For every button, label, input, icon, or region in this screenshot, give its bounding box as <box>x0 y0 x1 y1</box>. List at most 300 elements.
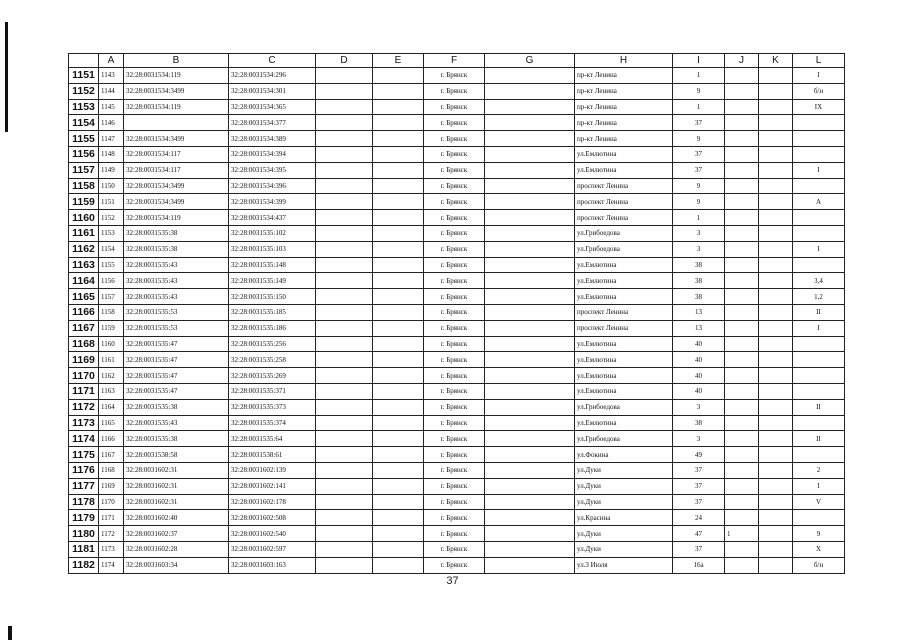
cell-g <box>485 241 575 257</box>
table-row <box>69 241 845 257</box>
table-row <box>69 115 845 131</box>
cell-g <box>485 526 575 542</box>
cell-h: проспект Ленина <box>575 178 673 194</box>
column-header-l: L <box>793 54 845 68</box>
cell-j <box>725 178 759 194</box>
cell-h: ул.Емлютина <box>575 383 673 399</box>
cell-a: 1168 <box>99 462 124 478</box>
cell-f: г. Брянск <box>424 320 485 336</box>
scan-mark <box>8 626 12 640</box>
cell-k <box>759 99 793 115</box>
cell-f: г. Брянск <box>424 510 485 526</box>
cell-c: 32:28:0031535:64 <box>229 431 316 447</box>
cell-e <box>373 194 424 210</box>
row-number: 1162 <box>69 241 99 257</box>
scan-mark <box>5 22 8 132</box>
cell-d <box>316 194 373 210</box>
row-number: 1152 <box>69 83 99 99</box>
cell-g <box>485 399 575 415</box>
cell-k <box>759 510 793 526</box>
cell-i: 37 <box>673 541 725 557</box>
cell-d <box>316 478 373 494</box>
cell-b: 32:28:0031534:119 <box>124 68 229 84</box>
cell-b: 32:28:0031534:3499 <box>124 131 229 147</box>
cell-e <box>373 273 424 289</box>
cell-k <box>759 399 793 415</box>
cell-f: г. Брянск <box>424 494 485 510</box>
cell-h: ул.Дуки <box>575 494 673 510</box>
cell-i: 3 <box>673 225 725 241</box>
cell-j <box>725 68 759 84</box>
cell-g <box>485 178 575 194</box>
cell-h: ул.Емлютина <box>575 352 673 368</box>
cell-e <box>373 162 424 178</box>
cell-e <box>373 131 424 147</box>
cell-f: г. Брянск <box>424 415 485 431</box>
cell-h: пр-кт Ленина <box>575 131 673 147</box>
cell-i: 1 <box>673 210 725 226</box>
row-number: 1151 <box>69 68 99 84</box>
cell-h: пр-кт Ленина <box>575 68 673 84</box>
table-row <box>69 352 845 368</box>
table-row <box>69 178 845 194</box>
cell-i: 9 <box>673 178 725 194</box>
cell-c: 32:28:0031534:301 <box>229 83 316 99</box>
row-number: 1179 <box>69 510 99 526</box>
table-row <box>69 210 845 226</box>
cell-i: 3 <box>673 431 725 447</box>
cell-g <box>485 257 575 273</box>
cell-l: I <box>793 320 845 336</box>
cell-k <box>759 320 793 336</box>
cell-j <box>725 241 759 257</box>
table-row <box>69 131 845 147</box>
cell-h: ул.Грибоедова <box>575 431 673 447</box>
cell-d <box>316 99 373 115</box>
cell-c: 32:28:0031602:597 <box>229 541 316 557</box>
column-header-h: H <box>575 54 673 68</box>
cell-c: 32:28:0031534:399 <box>229 194 316 210</box>
cell-a: 1156 <box>99 273 124 289</box>
cell-l <box>793 352 845 368</box>
column-header-d: D <box>316 54 373 68</box>
cell-g <box>485 336 575 352</box>
cell-e <box>373 494 424 510</box>
cell-f: г. Брянск <box>424 289 485 305</box>
cell-e <box>373 383 424 399</box>
cell-j <box>725 83 759 99</box>
cell-h: проспект Ленина <box>575 304 673 320</box>
cell-e <box>373 241 424 257</box>
cell-l: II <box>793 304 845 320</box>
register-table <box>68 53 845 574</box>
cell-d <box>316 225 373 241</box>
cell-c: 32:28:0031538:61 <box>229 447 316 463</box>
row-number: 1171 <box>69 383 99 399</box>
cell-i: 24 <box>673 510 725 526</box>
cell-c: 32:28:0031535:371 <box>229 383 316 399</box>
cell-j <box>725 399 759 415</box>
column-header-f: F <box>424 54 485 68</box>
cell-j <box>725 352 759 368</box>
cell-j <box>725 210 759 226</box>
cell-k <box>759 273 793 289</box>
cell-f: г. Брянск <box>424 478 485 494</box>
cell-j <box>725 115 759 131</box>
cell-d <box>316 399 373 415</box>
cell-d <box>316 146 373 162</box>
column-header-b: B <box>124 54 229 68</box>
cell-j <box>725 383 759 399</box>
cell-i: 13 <box>673 320 725 336</box>
cell-b: 32:28:0031602:40 <box>124 510 229 526</box>
cell-b: 32:28:0031602:31 <box>124 462 229 478</box>
cell-d <box>316 241 373 257</box>
cell-f: г. Брянск <box>424 368 485 384</box>
cell-b: 32:28:0031534:3499 <box>124 83 229 99</box>
cell-j <box>725 225 759 241</box>
cell-g <box>485 320 575 336</box>
cell-f: г. Брянск <box>424 541 485 557</box>
row-number: 1165 <box>69 289 99 305</box>
cell-d <box>316 526 373 542</box>
cell-a: 1174 <box>99 557 124 573</box>
cell-f: г. Брянск <box>424 162 485 178</box>
cell-h: ул.Фокина <box>575 447 673 463</box>
cell-e <box>373 399 424 415</box>
cell-h: пр-кт Ленина <box>575 115 673 131</box>
row-number: 1155 <box>69 131 99 147</box>
cell-c: 32:28:0031535:256 <box>229 336 316 352</box>
table-row <box>69 99 845 115</box>
cell-g <box>485 462 575 478</box>
cell-a: 1152 <box>99 210 124 226</box>
row-number: 1166 <box>69 304 99 320</box>
cell-i: 37 <box>673 494 725 510</box>
cell-d <box>316 557 373 573</box>
cell-b: 32:28:0031535:47 <box>124 368 229 384</box>
cell-i: 38 <box>673 289 725 305</box>
cell-b: 32:28:0031534:117 <box>124 146 229 162</box>
cell-i: 40 <box>673 383 725 399</box>
cell-k <box>759 241 793 257</box>
cell-k <box>759 541 793 557</box>
cell-e <box>373 210 424 226</box>
row-number: 1180 <box>69 526 99 542</box>
cell-e <box>373 68 424 84</box>
column-header-row <box>69 54 845 68</box>
cell-l: I <box>793 478 845 494</box>
row-number: 1181 <box>69 541 99 557</box>
table-row <box>69 557 845 573</box>
cell-e <box>373 257 424 273</box>
cell-b: 32:28:0031535:53 <box>124 304 229 320</box>
cell-i: 49 <box>673 447 725 463</box>
cell-a: 1172 <box>99 526 124 542</box>
table-row <box>69 399 845 415</box>
cell-f: г. Брянск <box>424 383 485 399</box>
cell-l: 2 <box>793 462 845 478</box>
cell-e <box>373 99 424 115</box>
cell-j <box>725 273 759 289</box>
cell-i: 3 <box>673 399 725 415</box>
cell-l <box>793 510 845 526</box>
cell-b: 32:28:0031535:43 <box>124 415 229 431</box>
cell-d <box>316 115 373 131</box>
cell-g <box>485 447 575 463</box>
cell-l: б/н <box>793 557 845 573</box>
row-number: 1169 <box>69 352 99 368</box>
cell-f: г. Брянск <box>424 178 485 194</box>
row-number: 1168 <box>69 336 99 352</box>
cell-f: г. Брянск <box>424 146 485 162</box>
cell-f: г. Брянск <box>424 194 485 210</box>
cell-g <box>485 194 575 210</box>
cell-l <box>793 225 845 241</box>
cell-l: I <box>793 162 845 178</box>
cell-c: 32:28:0031535:269 <box>229 368 316 384</box>
cell-h: ул.3 Июля <box>575 557 673 573</box>
table-row <box>69 83 845 99</box>
cell-e <box>373 447 424 463</box>
cell-g <box>485 557 575 573</box>
row-number: 1167 <box>69 320 99 336</box>
cell-g <box>485 415 575 431</box>
cell-e <box>373 320 424 336</box>
cell-b: 32:28:0031535:43 <box>124 289 229 305</box>
table-row <box>69 304 845 320</box>
cell-e <box>373 431 424 447</box>
table-row <box>69 494 845 510</box>
table-row <box>69 289 845 305</box>
cell-e <box>373 115 424 131</box>
cell-k <box>759 178 793 194</box>
cell-d <box>316 415 373 431</box>
cell-e <box>373 289 424 305</box>
cell-h: ул.Дуки <box>575 462 673 478</box>
cell-h: ул.Емлютина <box>575 289 673 305</box>
cell-e <box>373 415 424 431</box>
cell-a: 1173 <box>99 541 124 557</box>
cell-f: г. Брянск <box>424 526 485 542</box>
table-row <box>69 447 845 463</box>
cell-l: А <box>793 194 845 210</box>
cell-h: ул.Емлютина <box>575 162 673 178</box>
cell-l: 3,4 <box>793 273 845 289</box>
cell-f: г. Брянск <box>424 304 485 320</box>
cell-h: ул.Дуки <box>575 478 673 494</box>
cell-l <box>793 415 845 431</box>
cell-k <box>759 115 793 131</box>
cell-i: 38 <box>673 273 725 289</box>
cell-d <box>316 257 373 273</box>
cell-a: 1167 <box>99 447 124 463</box>
cell-k <box>759 257 793 273</box>
cell-c: 32:28:0031535:186 <box>229 320 316 336</box>
cell-a: 1143 <box>99 68 124 84</box>
cell-g <box>485 210 575 226</box>
cell-j <box>725 162 759 178</box>
cell-d <box>316 210 373 226</box>
cell-g <box>485 541 575 557</box>
cell-g <box>485 68 575 84</box>
cell-e <box>373 462 424 478</box>
cell-h: проспект Ленина <box>575 320 673 336</box>
row-number: 1174 <box>69 431 99 447</box>
row-number: 1161 <box>69 225 99 241</box>
cell-a: 1166 <box>99 431 124 447</box>
cell-b: 32:28:0031534:119 <box>124 210 229 226</box>
cell-d <box>316 431 373 447</box>
table-row <box>69 431 845 447</box>
cell-a: 1154 <box>99 241 124 257</box>
cell-a: 1150 <box>99 178 124 194</box>
cell-h: ул.Грибоедова <box>575 225 673 241</box>
cell-d <box>316 83 373 99</box>
cell-a: 1145 <box>99 99 124 115</box>
cell-g <box>485 162 575 178</box>
cell-b: 32:28:0031534:3499 <box>124 194 229 210</box>
cell-f: г. Брянск <box>424 131 485 147</box>
cell-d <box>316 178 373 194</box>
cell-a: 1157 <box>99 289 124 305</box>
cell-i: 1 <box>673 99 725 115</box>
cell-a: 1170 <box>99 494 124 510</box>
cell-i: 9 <box>673 131 725 147</box>
cell-e <box>373 178 424 194</box>
cell-j <box>725 431 759 447</box>
row-number: 1160 <box>69 210 99 226</box>
cell-a: 1165 <box>99 415 124 431</box>
cell-b: 32:28:0031602:37 <box>124 526 229 542</box>
cell-c: 32:28:0031535:102 <box>229 225 316 241</box>
row-number: 1153 <box>69 99 99 115</box>
cell-d <box>316 383 373 399</box>
cell-f: г. Брянск <box>424 83 485 99</box>
row-number: 1156 <box>69 146 99 162</box>
cell-a: 1144 <box>99 83 124 99</box>
cell-a: 1155 <box>99 257 124 273</box>
table-row <box>69 415 845 431</box>
cell-c: 32:28:0031534:377 <box>229 115 316 131</box>
cell-a: 1146 <box>99 115 124 131</box>
cell-j <box>725 257 759 273</box>
cell-j <box>725 557 759 573</box>
cell-b: 32:28:0031535:38 <box>124 225 229 241</box>
column-header-a: A <box>99 54 124 68</box>
cell-k <box>759 146 793 162</box>
cell-d <box>316 320 373 336</box>
row-number: 1173 <box>69 415 99 431</box>
cell-f: г. Брянск <box>424 273 485 289</box>
cell-k <box>759 194 793 210</box>
cell-k <box>759 368 793 384</box>
cell-h: ул.Емлютина <box>575 336 673 352</box>
cell-a: 1169 <box>99 478 124 494</box>
cell-d <box>316 131 373 147</box>
cell-b: 32:28:0031535:38 <box>124 431 229 447</box>
cell-k <box>759 431 793 447</box>
row-number: 1164 <box>69 273 99 289</box>
cell-l <box>793 336 845 352</box>
table-row <box>69 225 845 241</box>
cell-h: пр-кт Ленина <box>575 83 673 99</box>
cell-c: 32:28:0031603:163 <box>229 557 316 573</box>
header-corner-cell <box>69 54 99 68</box>
cell-l <box>793 383 845 399</box>
cell-f: г. Брянск <box>424 447 485 463</box>
table-body <box>69 68 845 574</box>
cell-j <box>725 320 759 336</box>
cell-b: 32:28:0031535:43 <box>124 257 229 273</box>
cell-b: 32:28:0031535:53 <box>124 320 229 336</box>
row-number: 1154 <box>69 115 99 131</box>
cell-f: г. Брянск <box>424 68 485 84</box>
page-number: 37 <box>446 575 459 587</box>
cell-f: г. Брянск <box>424 99 485 115</box>
cell-c: 32:28:0031535:148 <box>229 257 316 273</box>
cell-l: II <box>793 431 845 447</box>
cell-k <box>759 68 793 84</box>
cell-c: 32:28:0031534:394 <box>229 146 316 162</box>
cell-c: 32:28:0031535:185 <box>229 304 316 320</box>
cell-c: 32:28:0031534:396 <box>229 178 316 194</box>
cell-g <box>485 304 575 320</box>
row-number: 1157 <box>69 162 99 178</box>
cell-k <box>759 162 793 178</box>
table-row <box>69 510 845 526</box>
cell-h: ул.Емлютина <box>575 415 673 431</box>
cell-f: г. Брянск <box>424 115 485 131</box>
cell-e <box>373 368 424 384</box>
cell-l: I <box>793 68 845 84</box>
cell-e <box>373 352 424 368</box>
cell-i: 37 <box>673 478 725 494</box>
cell-a: 1164 <box>99 399 124 415</box>
cell-g <box>485 273 575 289</box>
cell-d <box>316 289 373 305</box>
cell-k <box>759 526 793 542</box>
cell-i: 38 <box>673 415 725 431</box>
column-header-c: C <box>229 54 316 68</box>
cell-d <box>316 447 373 463</box>
table-row <box>69 68 845 84</box>
cell-e <box>373 510 424 526</box>
cell-j <box>725 131 759 147</box>
cell-b: 32:28:0031603:34 <box>124 557 229 573</box>
cell-k <box>759 83 793 99</box>
cell-h: ул.Красина <box>575 510 673 526</box>
cell-k <box>759 289 793 305</box>
cell-g <box>485 225 575 241</box>
cell-h: ул.Дуки <box>575 526 673 542</box>
cell-f: г. Брянск <box>424 257 485 273</box>
cell-c: 32:28:0031535:149 <box>229 273 316 289</box>
cell-j <box>725 336 759 352</box>
cell-f: г. Брянск <box>424 241 485 257</box>
cell-e <box>373 225 424 241</box>
table-row <box>69 462 845 478</box>
cell-g <box>485 115 575 131</box>
table-row <box>69 541 845 557</box>
cell-l <box>793 257 845 273</box>
cell-h: ул.Емлютина <box>575 146 673 162</box>
table-row <box>69 146 845 162</box>
column-header-i: I <box>673 54 725 68</box>
cell-i: 9 <box>673 194 725 210</box>
cell-k <box>759 352 793 368</box>
cell-a: 1161 <box>99 352 124 368</box>
